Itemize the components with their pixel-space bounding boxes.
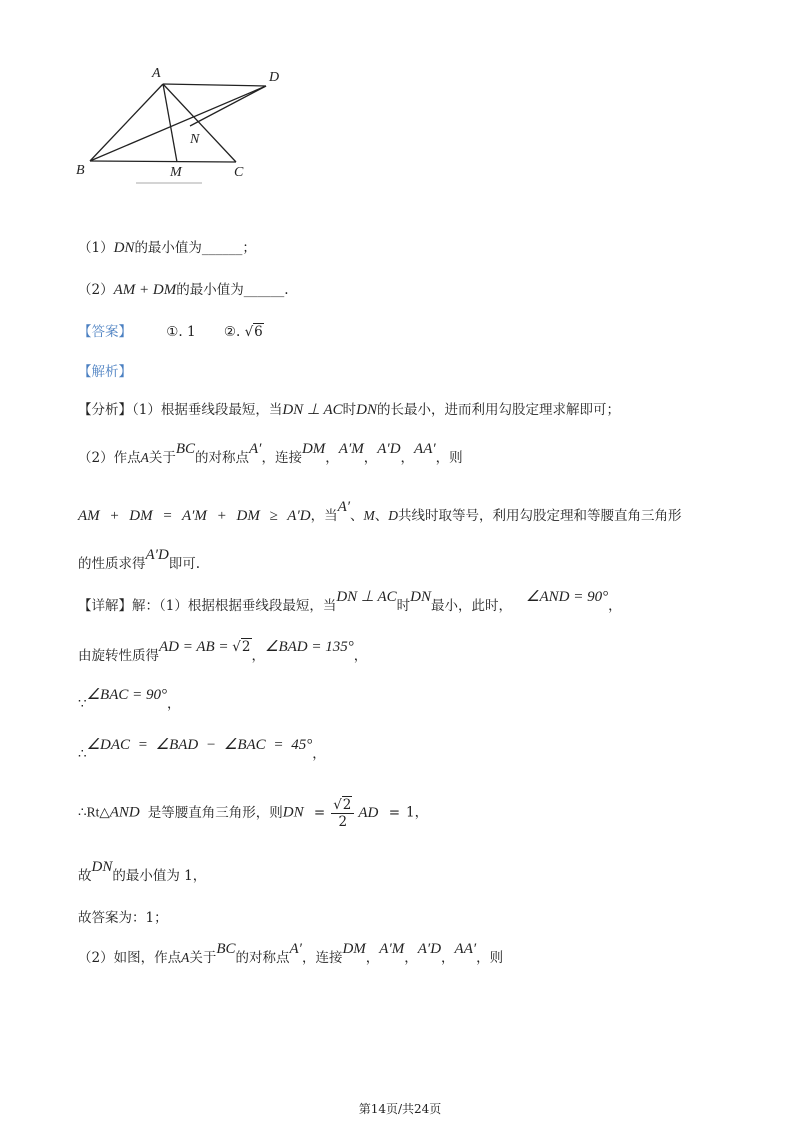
fenxi-p2-A-prime: A′ [249,441,262,457]
xiangjie-l2-math-1: AD = AB = [159,639,233,655]
point-label-D: D [269,70,280,85]
fenxi-p2-sep-2: ， [363,450,378,466]
xiangjie-line-6 [78,859,207,885]
fenxi-p2-DM: DM [301,441,326,457]
point-label-B: B [76,163,85,178]
fenxi-p2-point-A: A [140,450,149,465]
xiangjie-l6-text-a: 故 [78,868,92,884]
xiangjie-l1-text-b: 时 [396,598,411,614]
fenxi-line-1 [78,398,620,419]
xiangjie-l2-text-a: 由旋转性质得 [78,648,159,664]
fenxi-p3-text-a: ，当 [310,508,338,524]
analysis-tag: 【解析】 [78,364,132,380]
xiangjie-l4-math: ∠DAC = ∠BAD − ∠BAC = 45° [86,737,313,753]
xiangjie-l8-sep-2: ， [404,950,418,966]
question-2 [78,278,289,299]
xiangjie-l8-BC: BC [216,941,236,957]
xiangjie-l5-AD: AD [358,804,379,821]
segment-AM [163,84,177,162]
page-number: 第14页/共24页 [358,1102,442,1116]
q1-prefix: （1） [78,240,114,256]
xiangjie-l8-ApD: A′D [417,941,442,957]
xiangjie-line-8 [78,941,504,967]
q1-math: DN [113,240,135,256]
fenxi-p2-ApM: A′M [338,441,364,457]
fenxi-p2-text-d: ，连接 [261,450,302,466]
question-1 [78,236,256,257]
answer-1-value: 1 [186,324,196,340]
fenxi-p1-text-a: （1）根据垂线段最短，当 [132,402,283,418]
xiangjie-l5-frac-den: 2 [338,814,348,830]
xiangjie-l2-radicand: 2 [241,639,251,655]
xiangjie-line-4 [78,737,326,763]
xiangjie-l2-sqrt: √2 [232,639,251,655]
xiangjie-l1-math-1: DN ⊥ AC [336,589,397,605]
xiangjie-l8-sep-3: ， [441,950,455,966]
segment-DN [190,86,266,126]
xiangjie-l8-point-A: A [181,950,190,965]
xiangjie-line-3 [78,687,181,713]
xiangjie-l5-one: 1 [406,804,415,821]
xiangjie-l1-text-d: ， [608,598,622,614]
xiangjie-l4-end: ， [312,746,326,762]
fenxi-p1-text-c: 的长最小，进而利用勾股定理求解即可； [377,402,620,418]
xiangjie-l1-math-2: DN [410,589,431,605]
q1-suffix: 的最小值为______； [134,240,256,256]
xiangjie-l8-DM: DM [342,941,366,957]
xiangjie-l1-text-a: 解：（1）根据根据垂线段最短，当 [132,598,337,614]
fenxi-p2-text-b: 关于 [148,450,176,466]
therefore-symbol-2: ∴ [78,804,87,821]
fenxi-line-2 [78,441,463,467]
xiangjie-l2-text-b: ， [251,648,265,664]
xiangjie-l5-DN: DN [282,804,304,821]
xiangjie-line-1 [78,589,622,615]
xiangjie-l8-ApM: A′M [379,941,405,957]
xiangjie-l3-math: ∠BAC = 90° [86,687,167,703]
xiangjie-l6-math: DN [91,859,113,875]
xiangjie-l1-math-3: ∠AND = 90° [526,589,609,605]
answer-line [78,320,264,340]
point-label-C: C [234,165,244,180]
point-label-M: M [170,165,182,180]
fenxi-p3-math: AM + DM = A′M + DM ≥ A′D [78,508,311,524]
fenxi-p2-ApD: A′D [377,441,401,457]
segment-BC [90,161,236,162]
fenxi-p4-text-b: 即可. [168,556,201,572]
point-label-N: N [190,132,200,147]
xiangjie-l5-AND: AND [109,804,140,821]
fenxi-p3-text-b: 、 [350,508,364,524]
fenxi-p1-math-2: DN [356,402,377,418]
xiangjie-line-2 [78,639,368,665]
xiangjie-l5-frac-radicand: 2 [342,797,352,813]
xiangjie-l1-text-c: 最小，此时， [431,598,512,614]
answer-2-radicand: 6 [254,324,263,340]
xiangjie-l2-text-c: ， [353,648,368,664]
xiangjie-l8-AAp: AA′ [454,941,477,957]
fenxi-p2-BC: BC [175,441,196,457]
segment-BD [90,86,266,161]
fenxi-p3-text-c: 、 [374,508,389,524]
answer-1-marker: ①. [166,324,187,340]
xiangjie-l5-end: ， [414,804,429,821]
answer-2-sqrt: √6 [244,324,263,340]
xiangjie-line-7: 故答案为：1； [78,910,168,926]
fenxi-p4-text-a: 的性质求得 [78,556,146,572]
q2-prefix: （2） [78,282,114,298]
fenxi-line-3 [78,499,682,525]
fenxi-p4-math: A′D [145,547,169,563]
xiangjie-tag: 【详解】 [78,598,132,614]
segment-AB [90,84,163,161]
xiangjie-l5-fraction: $\frac{√2}{2}$ [331,796,354,830]
fenxi-p2-text-c: 的对称点 [195,450,250,466]
xiangjie-l5-rt: Rt△ [86,804,110,820]
xiangjie-l8-text-e: ，则 [476,950,504,966]
fenxi-p1-text-b: 时 [342,402,357,418]
xiangjie-l3-end: ， [167,696,181,712]
fenxi-p3-D: D [388,508,399,523]
fenxi-p1-math-1: DN ⊥ AC [282,402,343,418]
xiangjie-l6-text-b: 的最小值为 1， [112,868,207,884]
segment-AD [163,84,266,86]
xiangjie-l8-sep-1: ， [365,950,380,966]
fenxi-line-4 [78,547,201,573]
xiangjie-l5-eq2: = [388,804,400,821]
q2-suffix: 的最小值为______. [176,282,289,298]
answer-2-marker: ②. [223,324,245,340]
fenxi-p2-text-e: ，则 [435,450,463,466]
q2-math: AM + DM [113,282,177,298]
xiangjie-l8-text-b: 关于 [189,950,217,966]
xiangjie-l5-eq: = [313,804,326,821]
segment-AC [163,84,236,162]
point-label-A: A [152,66,161,81]
fenxi-tag: 【分析】 [78,402,132,418]
xiangjie-l8-A-prime: A′ [289,941,302,957]
xiangjie-l2-math-2: ∠BAD = 135° [265,639,354,655]
fenxi-p3-A-prime: A′ [337,499,351,515]
xiangjie-l8-text-c: 的对称点 [235,950,290,966]
xiangjie-l8-text-d: ，连接 [301,950,343,966]
xiangjie-l5-text-a: 是等腰直角三角形，则 [147,804,283,821]
fenxi-p2-sep-3: ， [400,450,415,466]
answer-tag: 【答案】 [78,324,132,340]
fenxi-p3-M: M [363,508,375,523]
xiangjie-line-5 [78,796,428,830]
fenxi-p2-text-a: （2）作点 [78,450,141,466]
because-symbol: ∵ [78,696,87,712]
fenxi-p2-AAp: AA′ [414,441,436,457]
xiangjie-l8-text-a: （2）如图，作点 [78,950,182,966]
therefore-symbol: ∴ [78,746,87,762]
fenxi-p3-text-d: 共线时取等号，利用勾股定理和等腰直角三角形 [398,508,682,524]
fenxi-p2-sep-1: ， [325,450,339,466]
